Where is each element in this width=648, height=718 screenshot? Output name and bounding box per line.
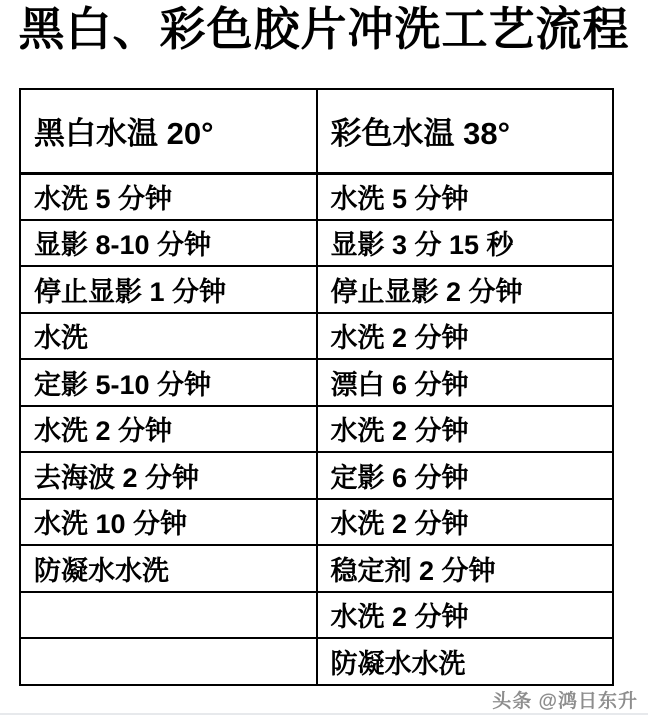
table-row: [20, 545, 613, 592]
watermark: 头条 @鸿日东升: [492, 691, 638, 712]
table-row: [20, 220, 613, 267]
table-cell: [20, 638, 317, 685]
table-cell: 漂白 6 分钟: [317, 359, 614, 406]
table-cell: 水洗 2 分钟: [317, 406, 614, 453]
table-cell: 防凝水水洗: [317, 638, 614, 685]
table-cell: 去海波 2 分钟: [20, 452, 317, 499]
table-row: [20, 499, 613, 546]
table-cell: 定影 6 分钟: [317, 452, 614, 499]
table-cell: 水洗: [20, 313, 317, 360]
table-cell: 防凝水水洗: [20, 545, 317, 592]
page-title: 黑白、彩色胶片冲洗工艺流程: [18, 3, 630, 55]
table-cell: 停止显影 1 分钟: [20, 266, 317, 313]
table-row: [20, 638, 613, 685]
table-cell: 水洗 2 分钟: [317, 499, 614, 546]
table-row: [20, 313, 613, 360]
table-row: [20, 173, 613, 220]
table-cell: 水洗 2 分钟: [20, 406, 317, 453]
table-cell: 显影 3 分 15 秒: [317, 220, 614, 267]
col-header-color: 彩色水温 38°: [317, 89, 614, 173]
table-row: [20, 592, 613, 639]
col-header-bw: 黑白水温 20°: [20, 89, 317, 173]
bottom-divider: [0, 713, 648, 715]
table-cell: 停止显影 2 分钟: [317, 266, 614, 313]
table-cell: 水洗 2 分钟: [317, 313, 614, 360]
table-cell: 水洗 2 分钟: [317, 592, 614, 639]
table-cell: 显影 8-10 分钟: [20, 220, 317, 267]
table-cell: 水洗 10 分钟: [20, 499, 317, 546]
table-row: [20, 452, 613, 499]
table-cell: 水洗 5 分钟: [317, 173, 614, 220]
table-cell: 定影 5-10 分钟: [20, 359, 317, 406]
table-header-row: [20, 89, 613, 173]
table-row: [20, 406, 613, 453]
table-cell: 水洗 5 分钟: [20, 173, 317, 220]
table-row: [20, 266, 613, 313]
table-cell: 稳定剂 2 分钟: [317, 545, 614, 592]
table-cell: [20, 592, 317, 639]
film-process-table: [19, 88, 614, 686]
table-row: [20, 359, 613, 406]
